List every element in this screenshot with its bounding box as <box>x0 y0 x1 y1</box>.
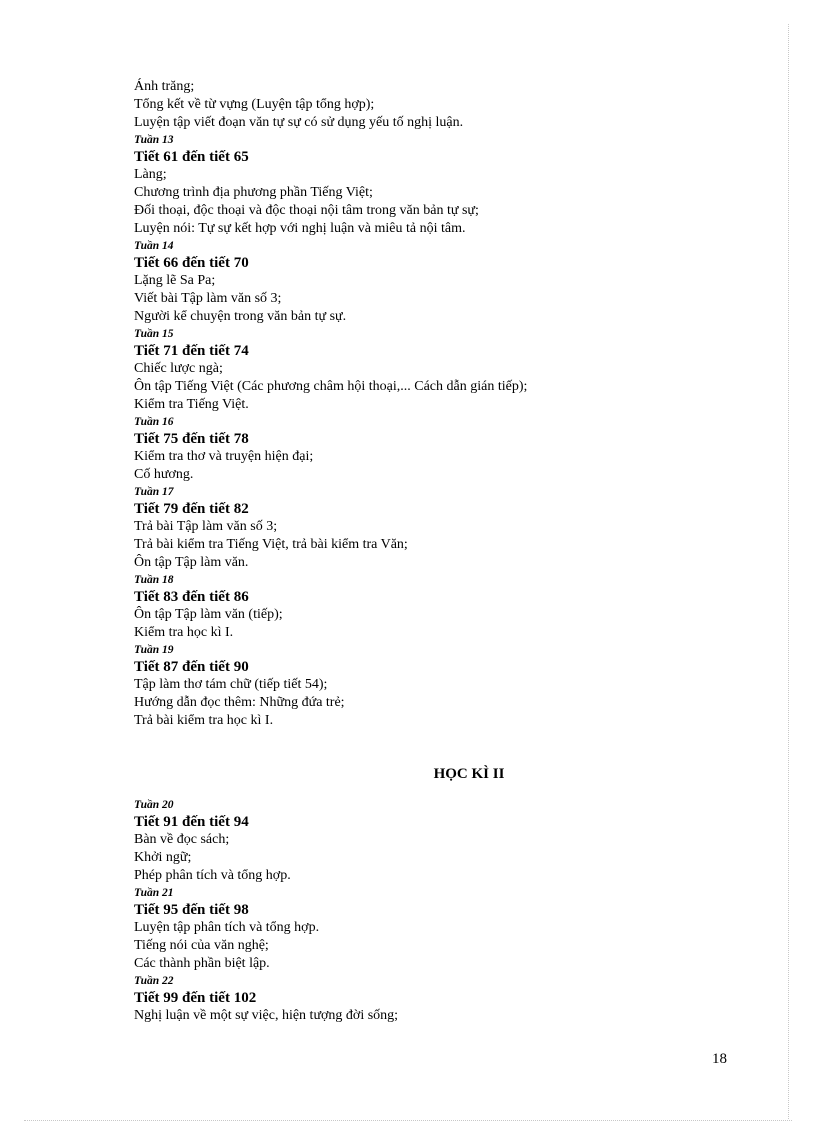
text-line: Kiểm tra Tiếng Việt. <box>134 397 249 412</box>
week-heading: Tuần 14 <box>134 240 174 252</box>
period-heading: Tiết 99 đến tiết 102 <box>134 990 257 1006</box>
week-heading: Tuần 17 <box>134 486 174 498</box>
text-line: Kiểm tra học kì I. <box>134 625 234 640</box>
text-line: Trả bài kiểm tra Tiếng Việt, trả bài kiểm tra Văn; <box>134 537 408 552</box>
text-line: Tiếng nói của văn nghệ; <box>134 938 269 953</box>
week-heading: Tuần 18 <box>134 574 174 586</box>
period-heading: Tiết 61 đến tiết 65 <box>134 149 249 165</box>
period-heading: Tiết 95 đến tiết 98 <box>134 902 249 918</box>
week-heading: Tuần 15 <box>134 328 174 340</box>
period-heading: Tiết 83 đến tiết 86 <box>134 589 249 605</box>
text-line: Ôn tập Tập làm văn. <box>134 555 249 570</box>
week-heading: Tuần 19 <box>134 644 174 656</box>
text-line: Chiếc lược ngà; <box>134 361 223 376</box>
page-edge-right <box>788 24 789 1119</box>
text-line: Tập làm thơ tám chữ (tiếp tiết 54); <box>134 677 328 692</box>
text-line: Đối thoại, độc thoại và độc thoại nội tâm trong văn bản tự sự; <box>134 203 479 218</box>
text-line: Nghị luận về một sự việc, hiện tượng đời sống; <box>134 1008 399 1023</box>
week-heading: Tuần 13 <box>134 134 174 146</box>
period-heading: Tiết 91 đến tiết 94 <box>134 814 249 830</box>
text-line: Luyện tập phân tích và tổng hợp. <box>134 920 320 935</box>
week-heading: Tuần 21 <box>134 887 174 899</box>
text-line: Trả bài kiểm tra học kì I. <box>134 713 274 728</box>
page-edge-bottom <box>24 1120 792 1121</box>
period-heading: Tiết 79 đến tiết 82 <box>134 501 249 517</box>
week-heading: Tuần 16 <box>134 416 174 428</box>
period-heading: Tiết 87 đến tiết 90 <box>134 659 249 675</box>
text-line: Phép phân tích và tổng hợp. <box>134 868 291 883</box>
period-heading: Tiết 66 đến tiết 70 <box>134 255 249 271</box>
text-line: Ôn tập Tập làm văn (tiếp); <box>134 607 283 622</box>
text-line: Luyện tập viết đoạn văn tự sự có sử dụng yếu tố nghị luận. <box>134 115 464 130</box>
text-line: Viết bài Tập làm văn số 3; <box>134 291 282 306</box>
text-line: Làng; <box>134 167 167 182</box>
text-line: Kiểm tra thơ và truyện hiện đại; <box>134 449 314 464</box>
semester-heading: HỌC KÌ II <box>433 766 505 782</box>
page-number: 18 <box>712 1051 727 1067</box>
period-heading: Tiết 75 đến tiết 78 <box>134 431 249 447</box>
text-line: Các thành phần biệt lập. <box>134 956 270 971</box>
text-line: Chương trình địa phương phần Tiếng Việt; <box>134 185 373 200</box>
text-line: Bàn về đọc sách; <box>134 832 230 847</box>
period-heading: Tiết 71 đến tiết 74 <box>134 343 249 359</box>
text-line: Khởi ngữ; <box>134 850 192 865</box>
week-heading: Tuần 20 <box>134 799 174 811</box>
text-line: Ôn tập Tiếng Việt (Các phương châm hội thoại,... Cách dẫn gián tiếp); <box>134 379 528 394</box>
text-line: Luyện nói: Tự sự kết hợp với nghị luận và miêu tả nội tâm. <box>134 221 466 236</box>
document-body <box>134 78 734 1025</box>
text-line: Hướng dẫn đọc thêm: Những đứa trẻ; <box>134 695 345 710</box>
text-line: Lặng lẽ Sa Pa; <box>134 273 216 288</box>
text-line: Tổng kết về từ vựng (Luyện tập tổng hợp); <box>134 97 375 112</box>
text-line: Ánh trăng; <box>134 79 195 94</box>
text-line: Trả bài Tập làm văn số 3; <box>134 519 278 534</box>
text-line: Cố hương. <box>134 467 194 482</box>
text-line: Người kể chuyện trong văn bản tự sự. <box>134 309 347 324</box>
week-heading: Tuần 22 <box>134 975 174 987</box>
